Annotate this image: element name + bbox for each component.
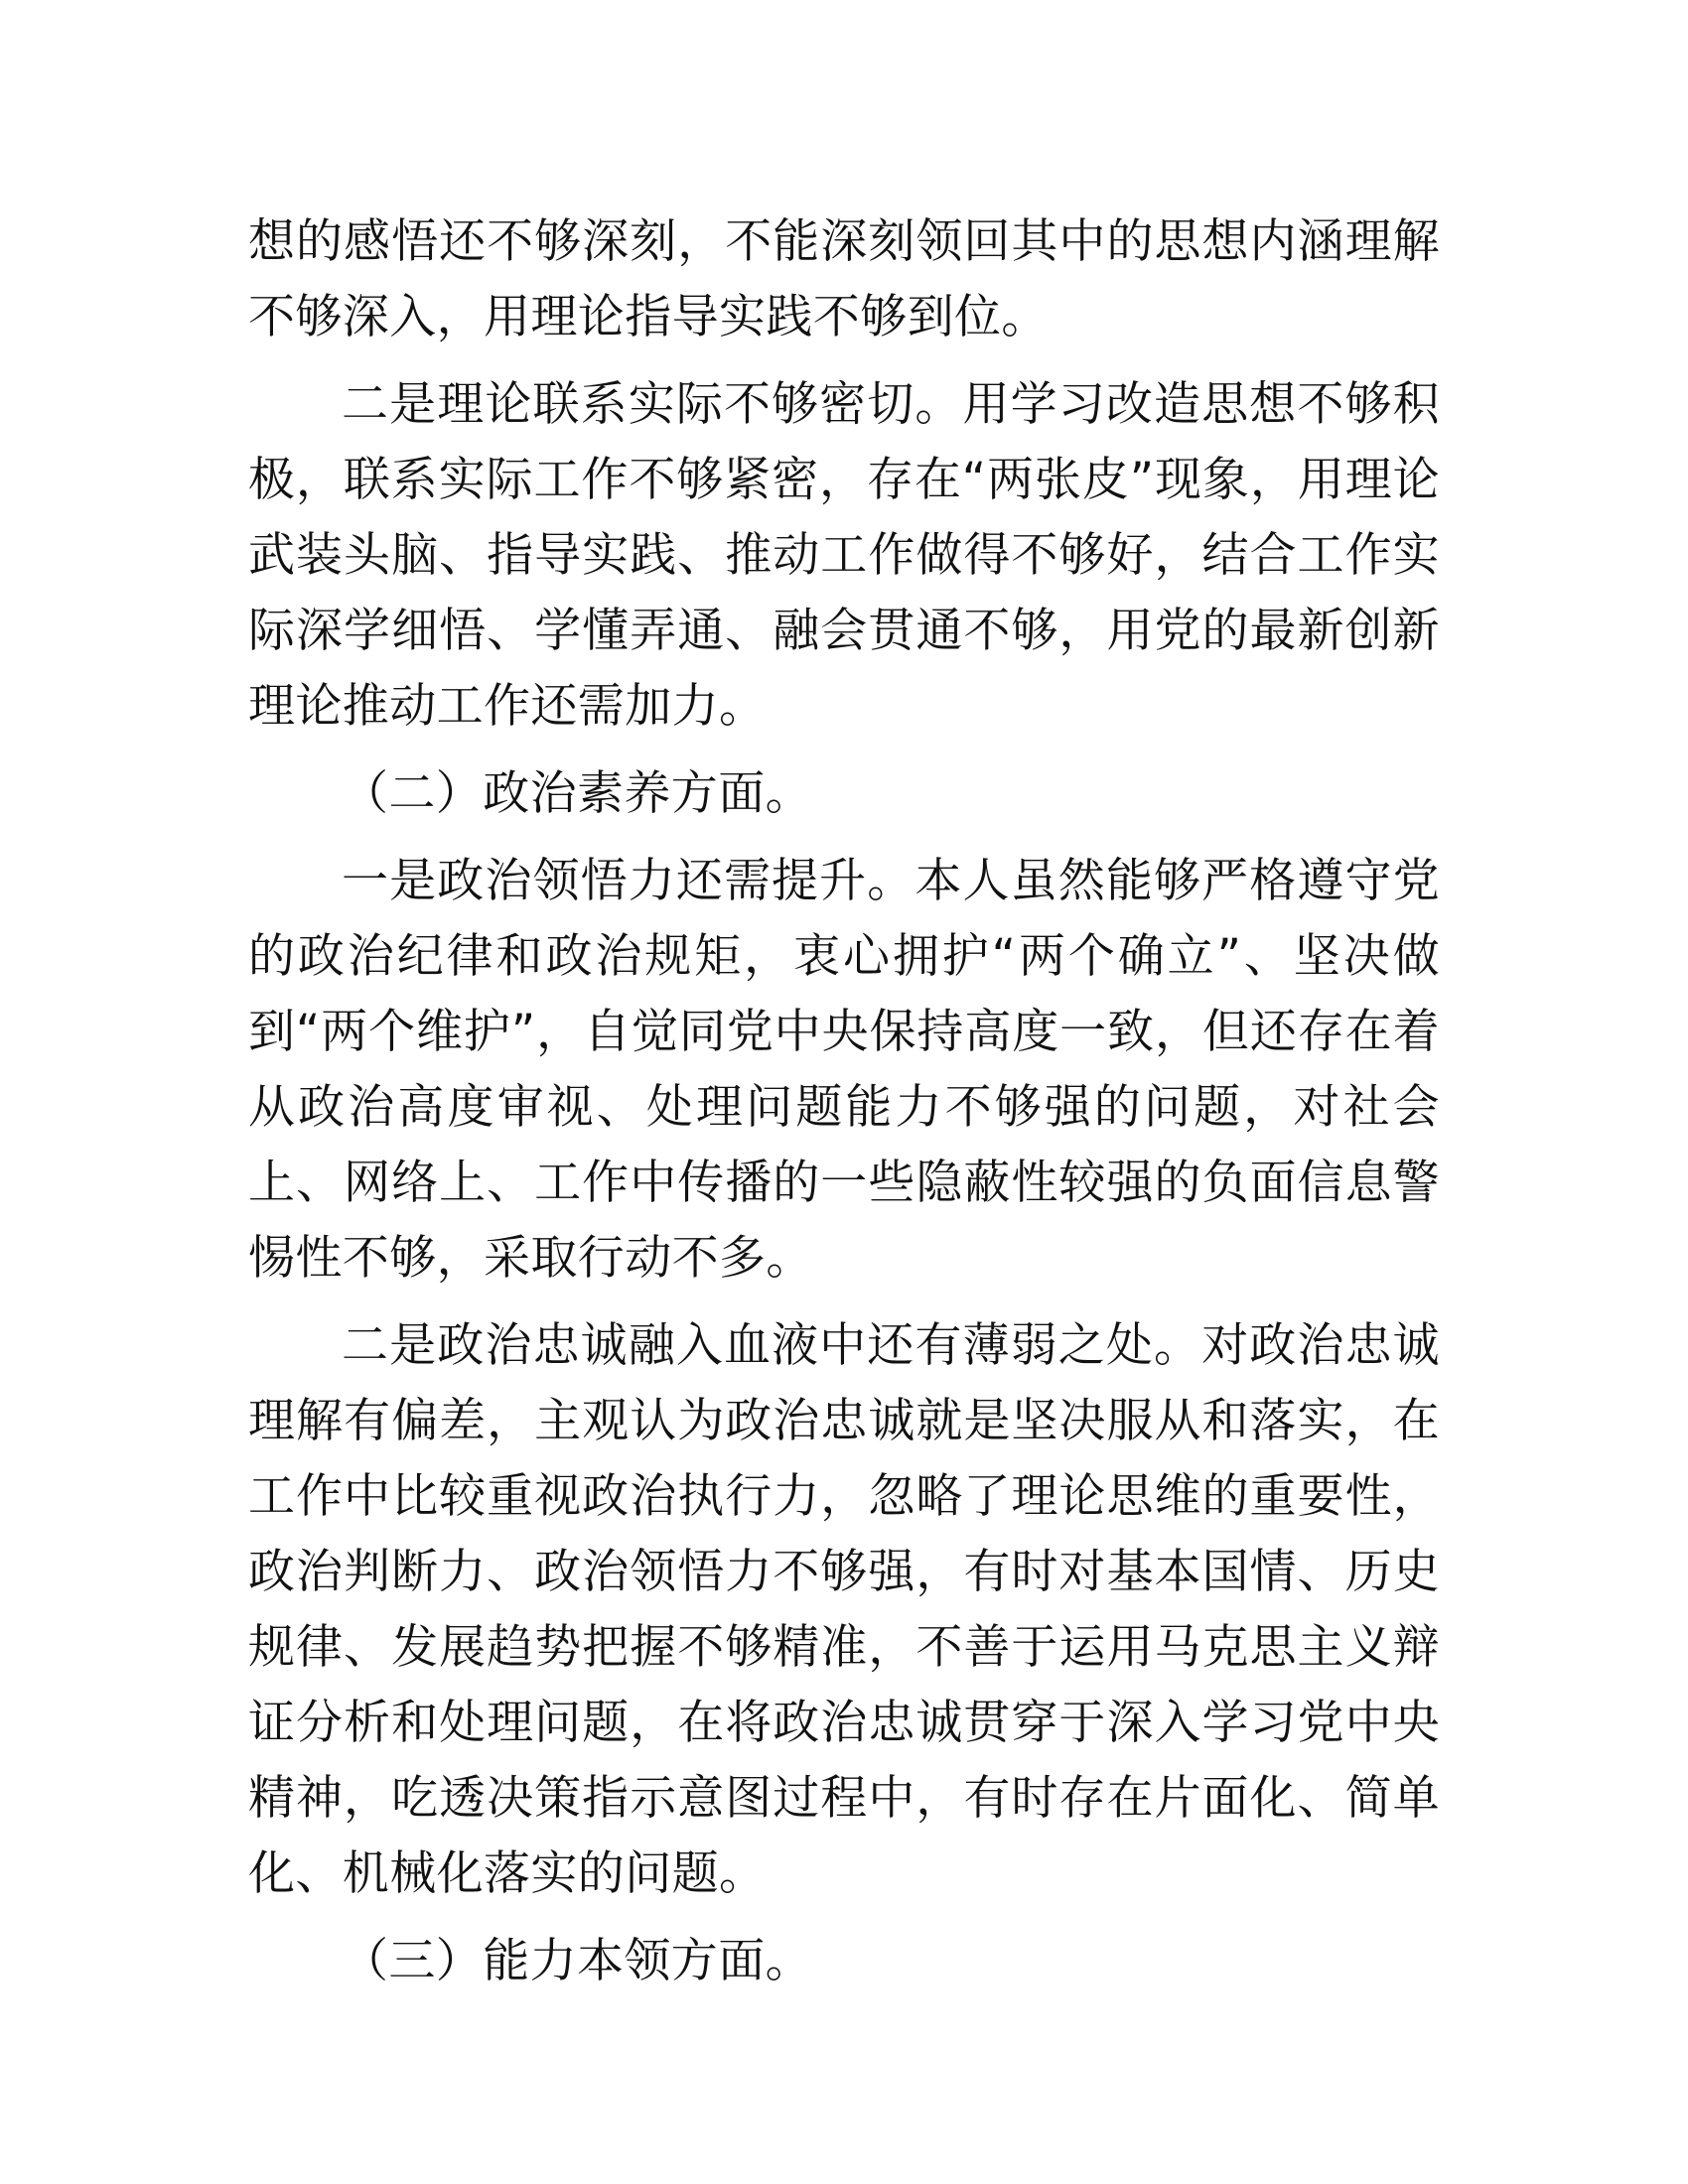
paragraph-political-loyalty: 二是政治忠诚融入血液中还有薄弱之处。对政治忠诚理解有偏差，主观认为政治忠诚就是坚决服从和落实，在工作中比较重视政治执行力，忽略了理论思维的重要性，政治判断力、政治领悟力不够强，有时对基本国情、历史规律、发展趋势把握不够精准，不善于运用马克思主义辩证分析和处理问题，在将政治忠诚贯穿于深入学习党中央精神，吃透决策指示意图过程中，有时存在片面化、简单化、机械化落实的问题。 (248, 1318, 1440, 1901)
section-heading-political-literacy: （二）政治素养方面。 (342, 766, 812, 821)
paragraph-political-comprehension: 一是政治领悟力还需提升。本人虽然能够严格遵守党的政治纪律和政治规矩，衷心拥护“两个确立”、坚决做到“两个维护”，自觉同党中央保持高度一致，但还存在着从政治高度审视、处理问题能力不够强的问题，对社会上、网络上、工作中传播的一些隐蔽性较强的负面信息警惕性不够，采取行动不多。 (248, 854, 1440, 1286)
section-heading-ability: （三）能力本领方面。 (342, 1934, 812, 1988)
paragraph-continuation: 想的感悟还不够深刻，不能深刻领回其中的思想内涵理解不够深入，用理论指导实践不够到位。 (248, 214, 1440, 344)
paragraph-theory-practice: 二是理论联系实际不够密切。用学习改造思想不够积极，联系实际工作不够紧密，存在“两张皮”现象，用理论武装头脑、指导实践、推动工作做得不够好，结合工作实际深学细悟、学懂弄通、融会贯通不够，用党的最新创新理论推动工作还需加力。 (248, 377, 1440, 734)
document-body (248, 205, 1440, 2011)
